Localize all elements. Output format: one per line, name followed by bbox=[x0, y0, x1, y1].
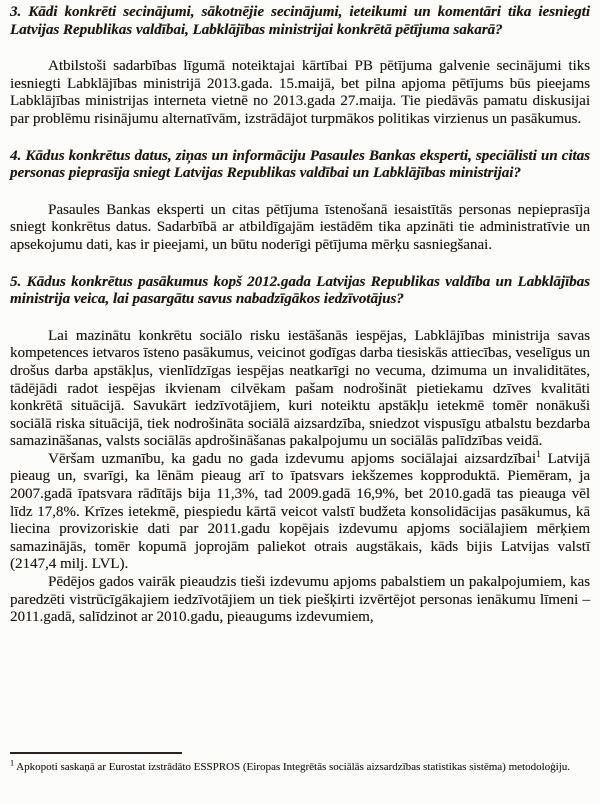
footnote-reference: 1 bbox=[535, 449, 541, 460]
paragraph-text-before-footnote-ref: Vēršam uzmanību, ka gadu no gada izdevumu apjoms sociālajai aizsardzībai bbox=[48, 450, 536, 467]
answer-4-paragraph: Pasaules Bankas eksperti un citas pētījuma īstenošanā iesaistītās personas nepieprasīja sniegt konkrētus datus. Sadarbībā ar atbildīgajām iestādēm tika apzināti tie administratīvie un apsekojumu dati, kas ir pieejami, un būtu noderīgi pētījuma mērķu sasniegšanai. bbox=[10, 201, 590, 253]
footnote-text bbox=[10, 758, 590, 775]
answer-5-paragraph-2 bbox=[10, 451, 590, 574]
footnote-marker: 1 bbox=[10, 758, 14, 768]
answer-5-paragraph-3: Pēdējos gados vairāk pieaudzis tieši izdevumu apjoms pabalstiem un pakalpojumiem, kas paredzēti vistrūcīgākajiem iedzīvotājiem un tiek piešķirti izvērtējot personas ienākumu līmeni – 2011.gadā, salīdzinot ar 2010.gadu, pieaugums izdevumiem, bbox=[10, 574, 590, 626]
answer-5-paragraph-1: Lai mazinātu konkrētu sociālo risku iestāšanās iespējas, Labklājības ministrija savas kompetences ietvaros īsteno pasākumus, veicinot godīgas darba tiesiskās attiecības, veselīgus un drošus darba apstākļus, vienlīdzīgas iespējas neatkarīgi no vecuma, dzimuma un invaliditātes, tādējādi radot iespējas ikvienam cilvēkam pašam nodrošināt pietiekamu dzīves kvalitāti konkrētā situācijā. Savukārt iedzīvotājiem, kuri noteiktu apstākļu ietekmē tomēr nonākuši sociālā riska situācijā, tiek nodrošināta sociālā aizsardzība, sniedzot vispusīgu atbalstu bezdarba samazināšanas, valsts sociālās apdrošināšanas pakalpojumu un sociālās palīdzības veidā. bbox=[10, 327, 590, 450]
answer-3-paragraph: Atbilstoši sadarbības līgumā noteiktajai kārtībai PB pētījuma galvenie secinājumi tiks iesniegti Labklājības ministrijā 2013.gada. 15.maijā, bet pilna apjoma pētījums būs pieejams Labklājības ministrijas interneta vietnē no 2013.gada 27.maija. Tie piedāvās pamatu diskusijai par problēmu risinājumu alternatīvām, izstrādājot turpmākos politikas virzienus un pasākumus. bbox=[10, 58, 590, 127]
question-5-heading: 5. Kādus konkrētus pasākumus kopš 2012.gada Latvijas Republikas valdība un Labklājības ministrija veica, lai pasargātu savus nabadzīgākos iedzīvotājus? bbox=[10, 273, 590, 308]
footnote-body: Apkopoti saskaņā ar Eurostat izstrādāto ESSPROS (Eiropas Integrētās sociālās aizsardzības statistikas sistēma) metodoloģiju. bbox=[16, 761, 571, 773]
footnote-area bbox=[10, 752, 590, 775]
footnote-divider bbox=[10, 752, 182, 754]
question-4-heading: 4. Kādus konkrētus datus, ziņas un informāciju Pasaules Bankas eksperti, speciālisti un citas personas pieprasīja sniegt Latvijas Republikas valdībai un Labklājības ministrijai? bbox=[10, 147, 590, 182]
paragraph-text-after-footnote-ref: Latvijā pieaug un, svarīgi, ka lēnām pieaug arī to īpatsvars iekšzemes kopproduktā. Piemēram, ja 2007.gadā īpatsvara rādītājs bija 11,3%, tad 2009.gadā 16,9%, bet 2010.gadā tas pieauga vēl līdz 17,8%. Krīzes ietekmē, piespiedu kārtā veicot valstī budžeta konsolidācijas pasākumus, kā liecina provizoriskie dati par 2011.gadu kopējais izdevumu apjoms sociālajiem mērķiem samazinājās, tomēr kopumā joprojām paliekot otrais augstākais, kāds bijis Latvijas valstī (2147,4 milj. LVL). bbox=[10, 450, 590, 573]
question-3-heading: 3. Kādi konkrēti secinājumi, sākotnējie secinājumi, ieteikumi un komentāri tika iesniegti Latvijas Republikas valdībai, Labklājības ministrijai konkrētā pētījuma sakarā? bbox=[10, 4, 590, 38]
